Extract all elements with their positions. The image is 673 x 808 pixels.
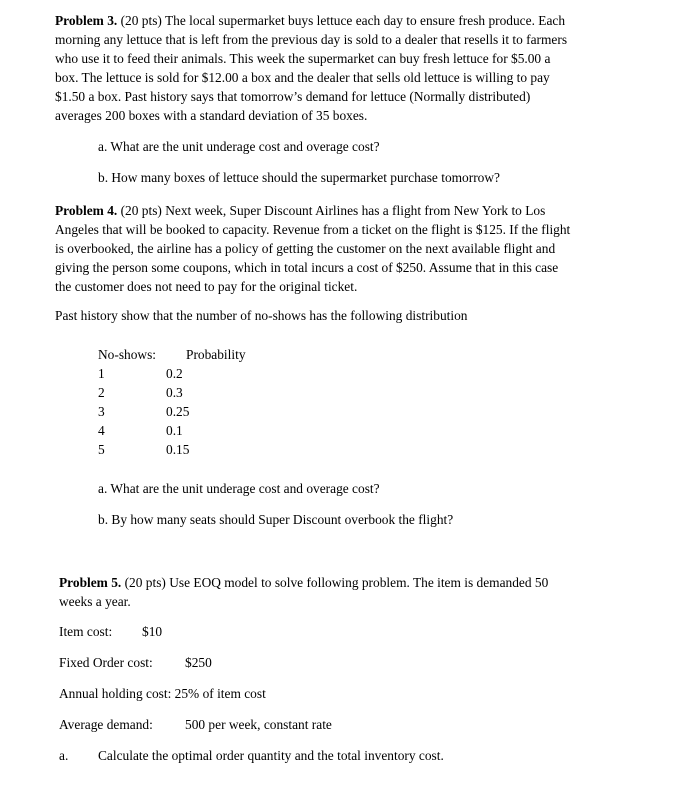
problem4-line: Angeles that will be booked to capacity. Revenue from a ticket on the flight is $125. If the flight	[55, 222, 571, 237]
problem4-question-a: a. What are the unit underage cost and overage cost?	[98, 481, 380, 496]
fixed-cost-label: Fixed Order cost:	[59, 655, 153, 670]
problem5-line: weeks a year.	[59, 594, 131, 609]
avg-demand-label: Average demand:	[59, 717, 153, 732]
no-shows-cell: 3	[98, 404, 105, 419]
problem4-heading: Problem 4.	[55, 203, 118, 218]
problem3-line: $1.50 a box. Past history says that tomorrow’s demand for lettuce (Normally distributed)	[55, 89, 531, 104]
probability-cell: 0.2	[166, 366, 183, 381]
table-header-probability: Probability	[186, 347, 246, 362]
problem5-paragraph	[59, 573, 548, 611]
problem3-question-b: b. How many boxes of lettuce should the supermarket purchase tomorrow?	[98, 170, 500, 185]
problem5-question-a-marker: a.	[59, 748, 69, 763]
problem3-question-a: a. What are the unit underage cost and overage cost?	[98, 139, 380, 154]
problem3-paragraph	[55, 11, 567, 125]
problem4-line: giving the person some coupons, which in total incurs a cost of $250. Assume that in this case	[55, 260, 559, 275]
item-cost-value: $10	[142, 624, 163, 639]
problem5-line: (20 pts) Use EOQ model to solve following problem. The item is demanded 50	[121, 575, 549, 590]
problem3-line: averages 200 boxes with a standard deviation of 35 boxes.	[55, 108, 368, 123]
problem3-line: morning any lettuce that is left from the previous day is sold to a dealer that resells it to farmers	[55, 32, 568, 47]
probability-cell: 0.3	[166, 385, 183, 400]
probability-cell: 0.25	[166, 404, 190, 419]
problem4-line: (20 pts) Next week, Super Discount Airlines has a flight from New York to Los	[117, 203, 546, 218]
holding-cost: Annual holding cost: 25% of item cost	[59, 686, 266, 701]
no-shows-cell: 5	[98, 442, 105, 457]
problem3-line: box. The lettuce is sold for $12.00 a box and the dealer that sells old lettuce is willing to pay	[55, 70, 550, 85]
problem4-line: the customer does not need to pay for the original ticket.	[55, 279, 358, 294]
probability-cell: 0.1	[166, 423, 183, 438]
problem3-heading: Problem 3.	[55, 13, 118, 28]
problem5-question-a: Calculate the optimal order quantity and the total inventory cost.	[98, 748, 444, 763]
avg-demand-value: 500 per week, constant rate	[185, 717, 332, 732]
no-shows-cell: 2	[98, 385, 105, 400]
probability-cell: 0.15	[166, 442, 190, 457]
table-header-no-shows: No-shows:	[98, 347, 157, 362]
no-shows-cell: 4	[98, 423, 105, 438]
problem4-paragraph	[55, 201, 570, 296]
problem3-line: (20 pts) The local supermarket buys lettuce each day to ensure fresh produce. Each	[117, 13, 566, 28]
problem5-heading: Problem 5.	[59, 575, 122, 590]
problem4-line: is overbooked, the airline has a policy of getting the customer on the next available flight and	[55, 241, 556, 256]
problem3-line: who use it to feed their animals. This week the supermarket can buy fresh lettuce for $5.00 a	[55, 51, 551, 66]
problem4-question-b: b. By how many seats should Super Discount overbook the flight?	[98, 512, 454, 527]
no-shows-cell: 1	[98, 366, 105, 381]
fixed-cost-value: $250	[185, 655, 212, 670]
item-cost-label: Item cost:	[59, 624, 113, 639]
history-text: Past history show that the number of no-shows has the following distribution	[55, 308, 468, 323]
